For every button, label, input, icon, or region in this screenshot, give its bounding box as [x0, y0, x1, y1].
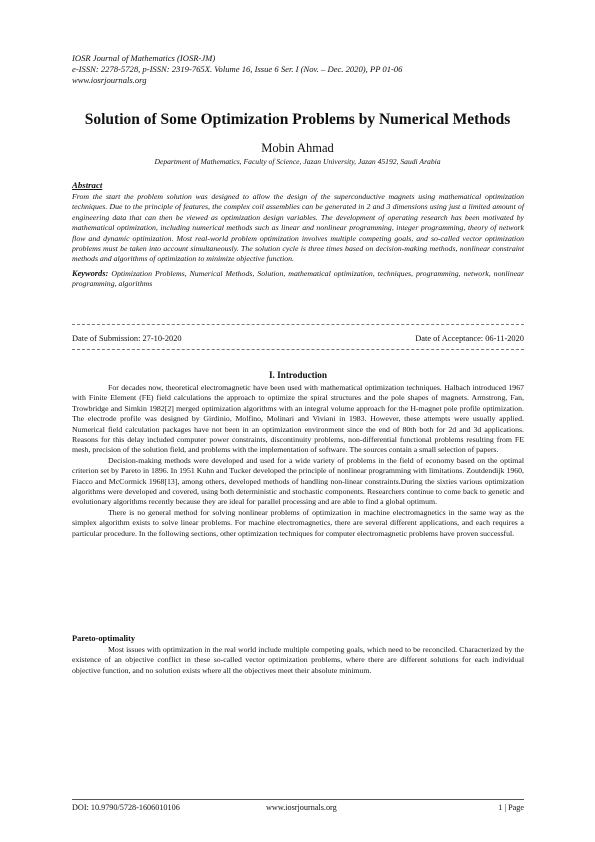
- footer-page-number: 1 | Page: [498, 803, 524, 812]
- introduction-body: [72, 383, 524, 539]
- author-affiliation: Department of Mathematics, Faculty of Science, Jazan University, Jazan 45192, Saudi Arabia: [154, 157, 441, 166]
- abstract-text: From the start the problem solution was designed to allow the design of the superconductive magnets using mathematical optimization techniques. Due to the principle of features, the complex coil assemblies can be generated in 2 and 3 dimensions using just a limited amount of engineering data that can then be viewed as optimization design variables. The development of operating research has been motivated by mathematical optimization, including numerical methods such as linear and nonlinear programming, integer programming, theory of network flow and dynamic optimization. Most real-world problem optimization involves multiple competing goals, and so-called vector optimization problems must be taken into account simultaneously. The solution cycle is three times based on decision-making methods, nonlinear constraint methods and algorithms of optimization to minimize objective function.: [72, 192, 524, 264]
- divider-top: [72, 324, 524, 325]
- author-name: Mobin Ahmad: [261, 141, 334, 155]
- section-heading-introduction: I. Introduction: [268, 370, 328, 380]
- divider-bottom: [72, 349, 524, 350]
- paper-title: Solution of Some Optimization Problems by Numerical Methods: [84, 111, 511, 128]
- keywords: [72, 269, 524, 290]
- keywords-text: Optimization Problems, Numerical Methods, Solution, mathematical optimization, techniques, programming, network, nonlinear programming, algorithms: [72, 269, 524, 289]
- footer-rule: [72, 799, 524, 800]
- footer-doi: DOI: 10.9790/5728-1606010106: [72, 803, 180, 812]
- pareto-paragraph: Most issues with optimization in the real world include multiple competing goals, which need to be reconciled. Characterized by the existence of an objective conflict in these so-called vector optimization problems, where there are different solutions for each individual objective function, and no solution exists where all the objectives meet their absolute minimum.: [72, 645, 524, 675]
- issn-line: e-ISSN: 2278-5728, p-ISSN: 2319-765X. Volume 16, Issue 6 Ser. I (Nov. – Dec. 2020), PP 01-06: [72, 64, 403, 74]
- abstract-heading: Abstract: [72, 180, 103, 190]
- acceptance-date: Date of Acceptance: 06-11-2020: [415, 334, 524, 343]
- introduction-paragraph-1: For decades now, theoretical electromagnetic have been used with mathematical optimization techniques. Halbach introduced 1967 with Finite Element (FE) field calculations the approach to optimize the spiral structures and the pole shapes of magnets. Armstrong, Fan, Trowbridge and Simkin 1982[2] merged optimization algorithms with an integral volume approach for the H-magnet pole profile optimization. The electrode profile was designed by Girdinio, Molfino, Molinari and Viviani in 1983. However, these attempts were usually applied. Numerical field calculation packages have not been in an optimization environment since the end of 80th both for 2d and 3d applications. Reasons for this delay included computer power constraints, discontinuity problems, non-differential functional problems resulting from FE mesh, precision of the solution field, and problems with the implementation of software. The sources contain a small selection of papers.: [72, 383, 524, 455]
- journal-name: IOSR Journal of Mathematics (IOSR-JM): [72, 53, 216, 63]
- subsection-heading-pareto: Pareto-optimality: [72, 634, 136, 643]
- journal-website[interactable]: www.iosrjournals.org: [72, 75, 147, 85]
- dates-row: [72, 334, 524, 343]
- keywords-label: Keywords:: [72, 269, 109, 278]
- footer-website[interactable]: www.iosrjournals.org: [266, 803, 337, 812]
- introduction-paragraph-3: There is no general method for solving nonlinear problems of optimization in machine electromagnetics in the same way as the simplex algorithm exists to solve linear problems. For machine electromagnetics, there are several different applications, and each requires a particular procedure. In the following sections, other optimization techniques for computer electromagnetic problems have proven successful.: [72, 507, 524, 538]
- submission-date: Date of Submission: 27-10-2020: [72, 334, 182, 343]
- introduction-paragraph-2: Decision-making methods were developed and used for a wide variety of problems in the field of economy based on the optimal criterion set by Pareto in 1896. In 1951 Kuhn and Tucker developed the principle of nonlinear programming with limitations. Zoutdendijk 1960, Fiacco and McCormick 1968[13], among others, developed methods of handling non-linear constraints.During the sixties various optimization algorithms were developed and covered, using both deterministic and stochastic components. Researchers continue to come back to genetic and evolutionary algorithms recently because they are ideal for parallel processing and are able to find a global optimum.: [72, 455, 524, 507]
